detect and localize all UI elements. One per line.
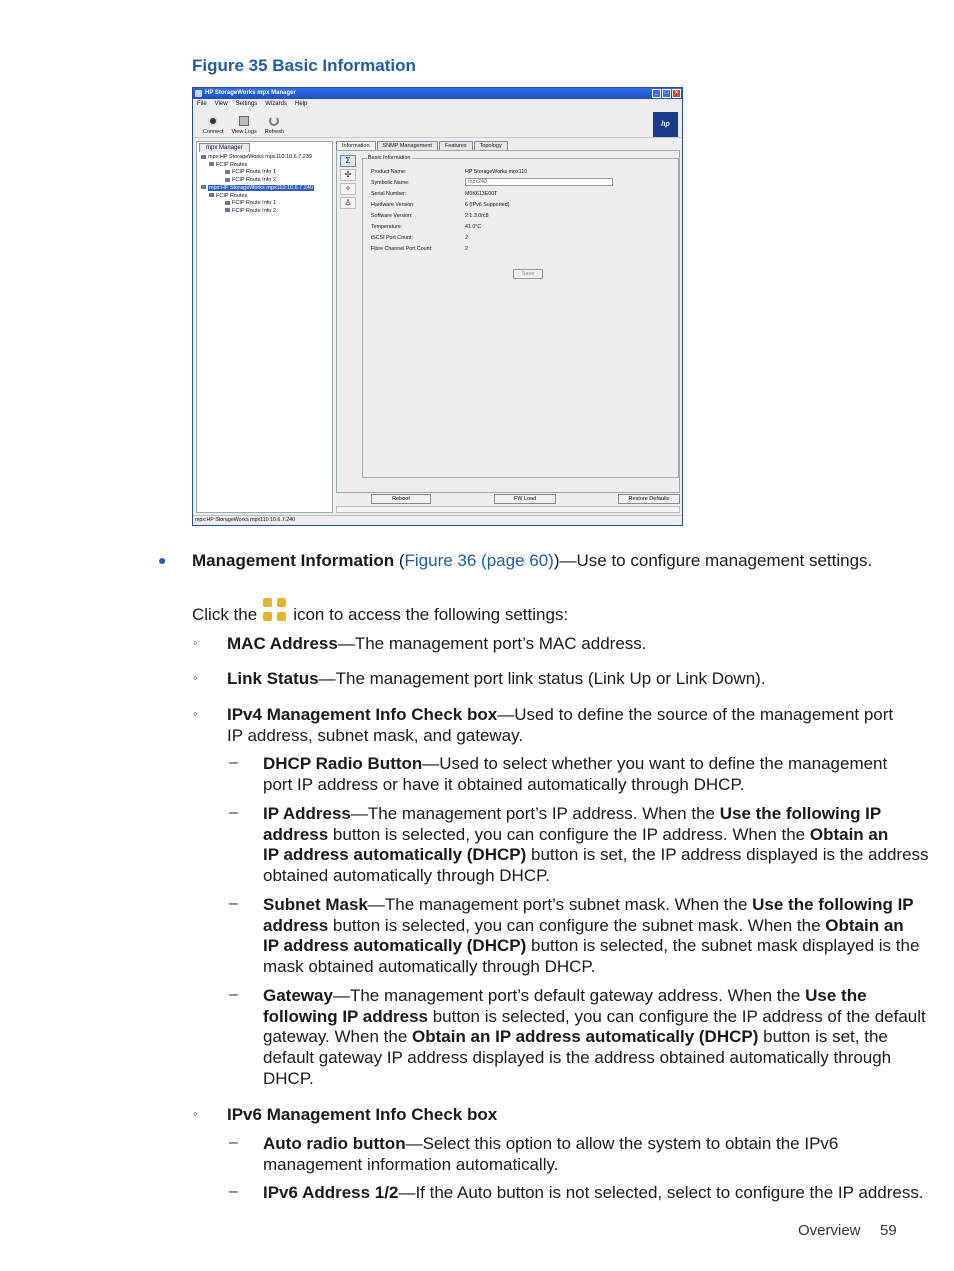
mac-title: MAC Address: [227, 634, 338, 653]
ipv4-desc-2: IP address, subnet mask, and gateway.: [227, 726, 524, 745]
field-value: HP StorageWorks mpx110: [465, 169, 528, 175]
tree-node-label: FCIP Route Info 1: [232, 169, 276, 176]
mac-address-item: [227, 634, 647, 655]
sigma-icon[interactable]: Σ: [340, 155, 356, 167]
horizontal-scrollbar[interactable]: [336, 506, 680, 513]
gateway-line-3: [263, 1027, 888, 1048]
tab-strip: [336, 141, 680, 150]
footer-section: Overview: [798, 1222, 861, 1239]
subnet-text: —The management port’s subnet mask. When the: [367, 895, 753, 914]
save-button[interactable]: Save: [513, 269, 543, 279]
dhcp-line-1: [263, 754, 887, 775]
field-label: Product Name:: [371, 169, 407, 175]
subnet-bold: IP address automatically (DHCP): [263, 936, 527, 955]
ipv4-desc: —Used to define the source of the management port: [497, 705, 894, 724]
field-label: iSCSI Port Count:: [371, 235, 413, 241]
tree-node-label: mpx:HP StorageWorks mpx110:10.6.7.239: [208, 154, 312, 160]
mgmt-info-line: [192, 551, 872, 572]
subnet-text: button is selected, you can configure the subnet mask. When the: [328, 916, 826, 935]
minimize-button[interactable]: _: [652, 89, 661, 98]
field-value: 2: [465, 246, 468, 252]
gateway-bold: Obtain an IP address automatically (DHCP): [412, 1027, 759, 1046]
route-icon: [225, 170, 230, 174]
information-panel: [336, 150, 680, 493]
field-value: 6 (IPv6 Supported): [465, 202, 510, 208]
gateway-line-5: DHCP.: [263, 1069, 314, 1088]
dash-bullet: –: [229, 754, 238, 771]
route-icon: [225, 201, 230, 205]
gateway-text: —The management port’s default gateway address. When the: [332, 986, 806, 1005]
gateway-line-1: [263, 986, 867, 1007]
refresh-button[interactable]: [265, 116, 284, 137]
subnet-line-4: mask obtained automatically through DHCP.: [263, 957, 596, 976]
device-icon: [201, 185, 206, 189]
menu-wizards[interactable]: Wizards: [265, 101, 287, 107]
config-icon[interactable]: ✧: [340, 183, 356, 195]
maximize-button[interactable]: □: [662, 89, 671, 98]
dhcp-title: DHCP Radio Button: [263, 754, 423, 773]
gateway-line-2: [263, 1007, 926, 1028]
ip-line-1: [263, 804, 881, 825]
auto-text: —Select this option to allow the system to obtain the IPv6: [405, 1134, 839, 1153]
dash-bullet: –: [229, 1183, 238, 1200]
hp-logo-icon: hp: [653, 112, 678, 137]
menu-file[interactable]: File: [197, 101, 207, 107]
circle-bullet-icon: ◦: [193, 670, 198, 685]
tree-node[interactable]: [201, 208, 332, 216]
ip-text: button is selected, you can configure the IP address. When the: [328, 825, 810, 844]
tab-mpx-manager[interactable]: mpx Manager: [199, 143, 250, 152]
menu-view[interactable]: View: [214, 101, 228, 107]
field-label: Temperature:: [371, 224, 403, 230]
field-value: 41.0°C: [465, 224, 482, 230]
bullet-icon: ●: [158, 552, 167, 568]
tree-node-label: FCIP Route Info 2: [232, 207, 276, 214]
gateway-text: gateway. When the: [263, 1027, 412, 1046]
gateway-bold: following IP address: [263, 1007, 428, 1026]
dash-bullet: –: [229, 895, 238, 912]
tree-node-label: FCIP Route Info 2: [232, 177, 276, 184]
management-icon[interactable]: ✣: [340, 169, 356, 181]
gateway-text: button is set, the: [758, 1027, 888, 1046]
ip-text: button is set, the IP address displayed is the address: [526, 845, 929, 864]
menu-settings[interactable]: Settings: [235, 101, 258, 107]
ip-text: —The management port’s IP address. When the: [350, 804, 720, 823]
ipv4-item: [227, 705, 893, 726]
tree-node[interactable]: [201, 169, 332, 177]
app-icon: [195, 90, 202, 97]
circle-bullet-icon: ◦: [193, 635, 198, 650]
basic-information-group: [362, 155, 679, 478]
link-status-item: [227, 669, 766, 690]
ip-line-2: [263, 825, 888, 846]
window-title: HP StorageWorks mpx Manager: [205, 90, 296, 96]
status-bar: mpx:HP StorageWorks mpx110:10.6.7.240: [193, 515, 682, 525]
toolbar: [193, 109, 682, 138]
tree-node[interactable]: [201, 185, 332, 193]
window-title-bar: [193, 88, 682, 99]
ip-line-4: obtained automatically through DHCP.: [263, 866, 550, 885]
logs-icon: [239, 116, 249, 126]
link-desc: —The management port link status (Link Up or Link Down).: [318, 669, 766, 688]
reboot-button[interactable]: Reboot: [371, 494, 431, 504]
restore-defaults-button[interactable]: Restore Defaults: [618, 494, 680, 504]
field-label: Hardware Version:: [371, 202, 415, 208]
tree-node[interactable]: [201, 193, 332, 201]
circle-bullet-icon: ◦: [193, 1106, 198, 1121]
menu-help[interactable]: Help: [294, 101, 308, 107]
subnet-line-1: [263, 895, 914, 916]
ipv4-title: IPv4 Management Info Check box: [227, 705, 498, 724]
dhcp-line-2: port IP address or have it obtained automatically through DHCP.: [263, 775, 745, 794]
device-icon: [201, 155, 206, 159]
figure-36-link[interactable]: Figure 36 (page 60): [404, 551, 554, 570]
field-value: 2.1.3.0rc8: [465, 213, 489, 219]
tree-node[interactable]: [201, 162, 332, 170]
click-icon-line: [192, 598, 568, 626]
tab-features[interactable]: Features: [439, 141, 473, 150]
subnet-line-3: [263, 936, 919, 957]
tree-node-label: FCIP Route Info 1: [232, 200, 276, 207]
side-icon-column: [340, 155, 358, 211]
app-window-screenshot: [192, 87, 683, 526]
view-logs-label: View Logs: [231, 129, 257, 135]
device-tree: [197, 152, 332, 216]
tree-node-label: mpx:HP StorageWorks mpx110:10.6.7.240: [209, 184, 313, 191]
mgmt-title: Management Information: [192, 551, 395, 570]
symbolic-name-input[interactable]: mpx240: [465, 178, 613, 186]
field-value: M0K613E00T: [465, 191, 498, 197]
ip-bold: Obtain an: [809, 825, 889, 844]
field-label: Software Version:: [371, 213, 413, 219]
right-pane: [336, 141, 680, 513]
tree-node[interactable]: [201, 154, 332, 162]
circle-bullet-icon: ◦: [193, 706, 198, 721]
click-after: icon to access the following settings:: [293, 605, 569, 624]
tree-node-label: FCIP Routes: [216, 192, 248, 199]
gateway-text: button is selected, you can configure the IP address of the default: [428, 1007, 926, 1026]
mgmt-paren: (: [394, 551, 405, 570]
ipv6-address-text: —If the Auto button is not selected, select to configure the IP address.: [398, 1183, 924, 1202]
page-number: 59: [880, 1222, 897, 1239]
auto-line-1: [263, 1134, 838, 1155]
auto-line-2: management information automatically.: [263, 1155, 559, 1174]
dhcp-desc: —Used to select whether you want to define the management: [422, 754, 888, 773]
gateway-line-4: default gateway IP address displayed is the address obtained automatically through: [263, 1048, 892, 1067]
mgmt-desc: )—Use to configure management settings.: [553, 551, 873, 570]
ip-title: IP Address: [263, 804, 351, 823]
management-settings-icon: [261, 598, 289, 626]
group-title: Basic Information: [368, 155, 411, 161]
refresh-label: Refresh: [264, 129, 285, 135]
tab-topology[interactable]: Topology: [474, 141, 508, 150]
menu-bar: [193, 99, 682, 109]
ip-bold: IP address automatically (DHCP): [263, 845, 527, 864]
ip-bold: Use the following IP: [719, 804, 882, 823]
security-icon[interactable]: ♙: [340, 197, 356, 209]
click-before: Click the: [192, 605, 258, 624]
ipv6-address-title: IPv6 Address 1/2: [263, 1183, 399, 1202]
field-label: Fibre Channel Port Count:: [371, 246, 433, 252]
subnet-bold: Obtain an: [825, 916, 904, 935]
window-content: [193, 139, 682, 515]
route-icon: [225, 178, 230, 182]
subnet-line-2: [263, 916, 904, 937]
subnet-title: Subnet Mask: [263, 895, 368, 914]
tab-information[interactable]: Information: [336, 141, 376, 150]
field-label: Serial Number:: [371, 191, 407, 197]
ip-bold: address: [263, 825, 329, 844]
connect-icon: [208, 116, 218, 126]
route-icon: [225, 208, 230, 212]
tree-node[interactable]: [201, 200, 332, 208]
connect-button[interactable]: [203, 116, 224, 137]
field-value: 2: [465, 235, 468, 241]
close-button[interactable]: ×: [672, 89, 681, 98]
dash-bullet: –: [229, 1134, 238, 1151]
ip-line-3: [263, 845, 929, 866]
ipv6-item: [227, 1105, 497, 1126]
tab-snmp-management[interactable]: SNMP Management: [377, 141, 438, 150]
gateway-title: Gateway: [263, 986, 333, 1005]
mac-desc: —The management port’s MAC address.: [337, 634, 647, 653]
fw-load-button[interactable]: FW Load: [494, 494, 556, 504]
dash-bullet: –: [229, 804, 238, 821]
link-title: Link Status: [227, 669, 319, 688]
left-pane: [196, 141, 333, 513]
folder-icon: [209, 193, 214, 197]
ipv6-title: IPv6 Management Info Check box: [227, 1105, 498, 1124]
connect-label: Connect: [203, 129, 224, 135]
tree-node[interactable]: [201, 177, 332, 185]
dash-bullet: –: [229, 986, 238, 1003]
field-label: Symbolic Name:: [371, 180, 410, 186]
subnet-bold: Use the following IP: [752, 895, 914, 914]
subnet-bold: address: [263, 916, 329, 935]
refresh-icon: [269, 116, 279, 126]
subnet-text: button is selected, the subnet mask displayed is the: [526, 936, 920, 955]
gateway-bold: Use the: [805, 986, 867, 1005]
folder-icon: [209, 162, 214, 166]
view-logs-button[interactable]: [232, 116, 257, 137]
ipv6-address-line: [263, 1183, 924, 1204]
tree-node-label: FCIP Routes: [216, 161, 248, 168]
action-buttons: [336, 494, 680, 504]
figure-caption: Figure 35 Basic Information: [192, 56, 416, 75]
auto-title: Auto radio button: [263, 1134, 406, 1153]
